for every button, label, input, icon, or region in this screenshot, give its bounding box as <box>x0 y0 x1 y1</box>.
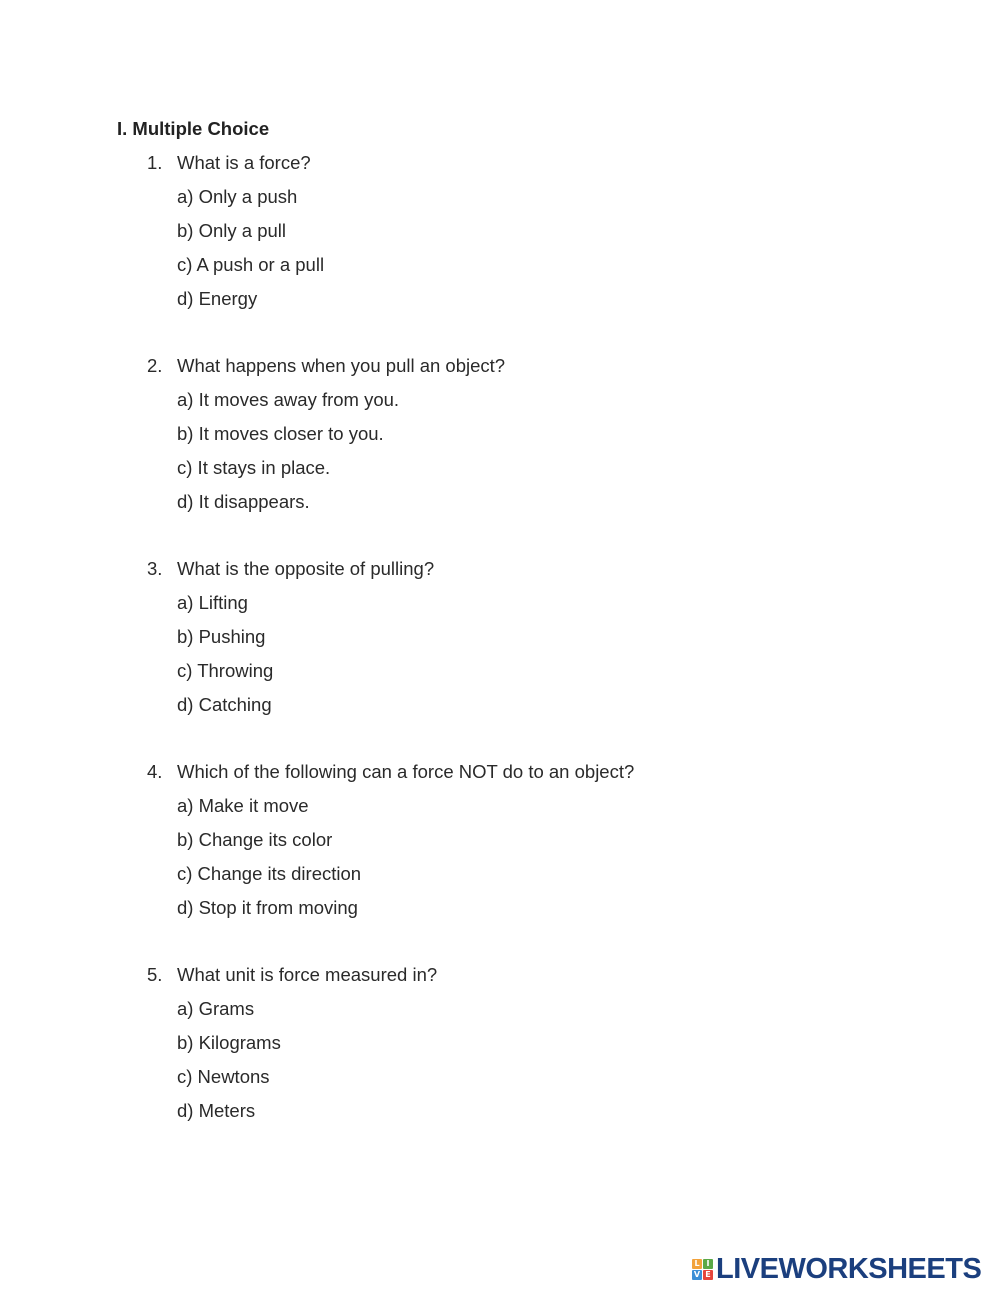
answer-option[interactable]: c) A push or a pull <box>177 254 325 275</box>
answer-option[interactable]: b) Change its color <box>177 829 333 850</box>
option-list <box>177 996 281 1132</box>
liveworksheets-logo[interactable] <box>692 1255 981 1283</box>
question-item <box>0 556 1000 759</box>
question-text: What unit is force measured in? <box>177 964 438 985</box>
question-number: 2. <box>147 355 163 376</box>
answer-option[interactable]: a) Make it move <box>177 795 309 816</box>
answer-option[interactable]: c) Newtons <box>177 1066 270 1087</box>
answer-option[interactable]: d) It disappears. <box>177 491 310 512</box>
answer-option[interactable]: a) Grams <box>177 998 255 1019</box>
logo-square-icon: E <box>703 1270 713 1280</box>
section-title: I. Multiple Choice <box>117 118 270 139</box>
answer-option[interactable]: d) Stop it from moving <box>177 897 358 918</box>
option-list <box>177 590 273 726</box>
option-list <box>177 793 361 929</box>
option-list <box>177 387 399 523</box>
answer-option[interactable]: b) Pushing <box>177 626 266 647</box>
answer-option[interactable]: a) Only a push <box>177 186 298 207</box>
logo-square-icon: L <box>692 1259 702 1269</box>
liveworksheets-logo-icon <box>692 1259 713 1280</box>
liveworksheets-wordmark: LIVEWORKSHEETS <box>716 1253 982 1285</box>
question-text: What is the opposite of pulling? <box>177 558 435 579</box>
question-item <box>0 962 1000 1165</box>
answer-option[interactable]: a) It moves away from you. <box>177 389 400 410</box>
question-item <box>0 150 1000 353</box>
option-list <box>177 184 324 320</box>
question-text: What happens when you pull an object? <box>177 355 506 376</box>
answer-option[interactable]: c) Change its direction <box>177 863 362 884</box>
answer-option[interactable]: d) Energy <box>177 288 258 309</box>
question-text: Which of the following can a force NOT do to an object? <box>177 761 635 782</box>
answer-option[interactable]: a) Lifting <box>177 592 248 613</box>
answer-option[interactable]: d) Catching <box>177 694 272 715</box>
question-number: 4. <box>147 761 163 782</box>
question-number: 3. <box>147 558 163 579</box>
question-list <box>0 150 1000 1165</box>
question-text: What is a force? <box>177 152 311 173</box>
answer-option[interactable]: c) Throwing <box>177 660 274 681</box>
question-item <box>0 759 1000 962</box>
question-item <box>0 353 1000 556</box>
logo-square-icon: I <box>703 1259 713 1269</box>
logo-square-icon: V <box>693 1269 701 1279</box>
answer-option[interactable]: b) Only a pull <box>177 220 286 241</box>
answer-option[interactable]: c) It stays in place. <box>177 457 331 478</box>
question-number: 5. <box>147 964 163 985</box>
answer-option[interactable]: d) Meters <box>177 1100 256 1121</box>
answer-option[interactable]: b) It moves closer to you. <box>177 423 384 444</box>
question-number: 1. <box>147 152 163 173</box>
answer-option[interactable]: b) Kilograms <box>177 1032 281 1053</box>
